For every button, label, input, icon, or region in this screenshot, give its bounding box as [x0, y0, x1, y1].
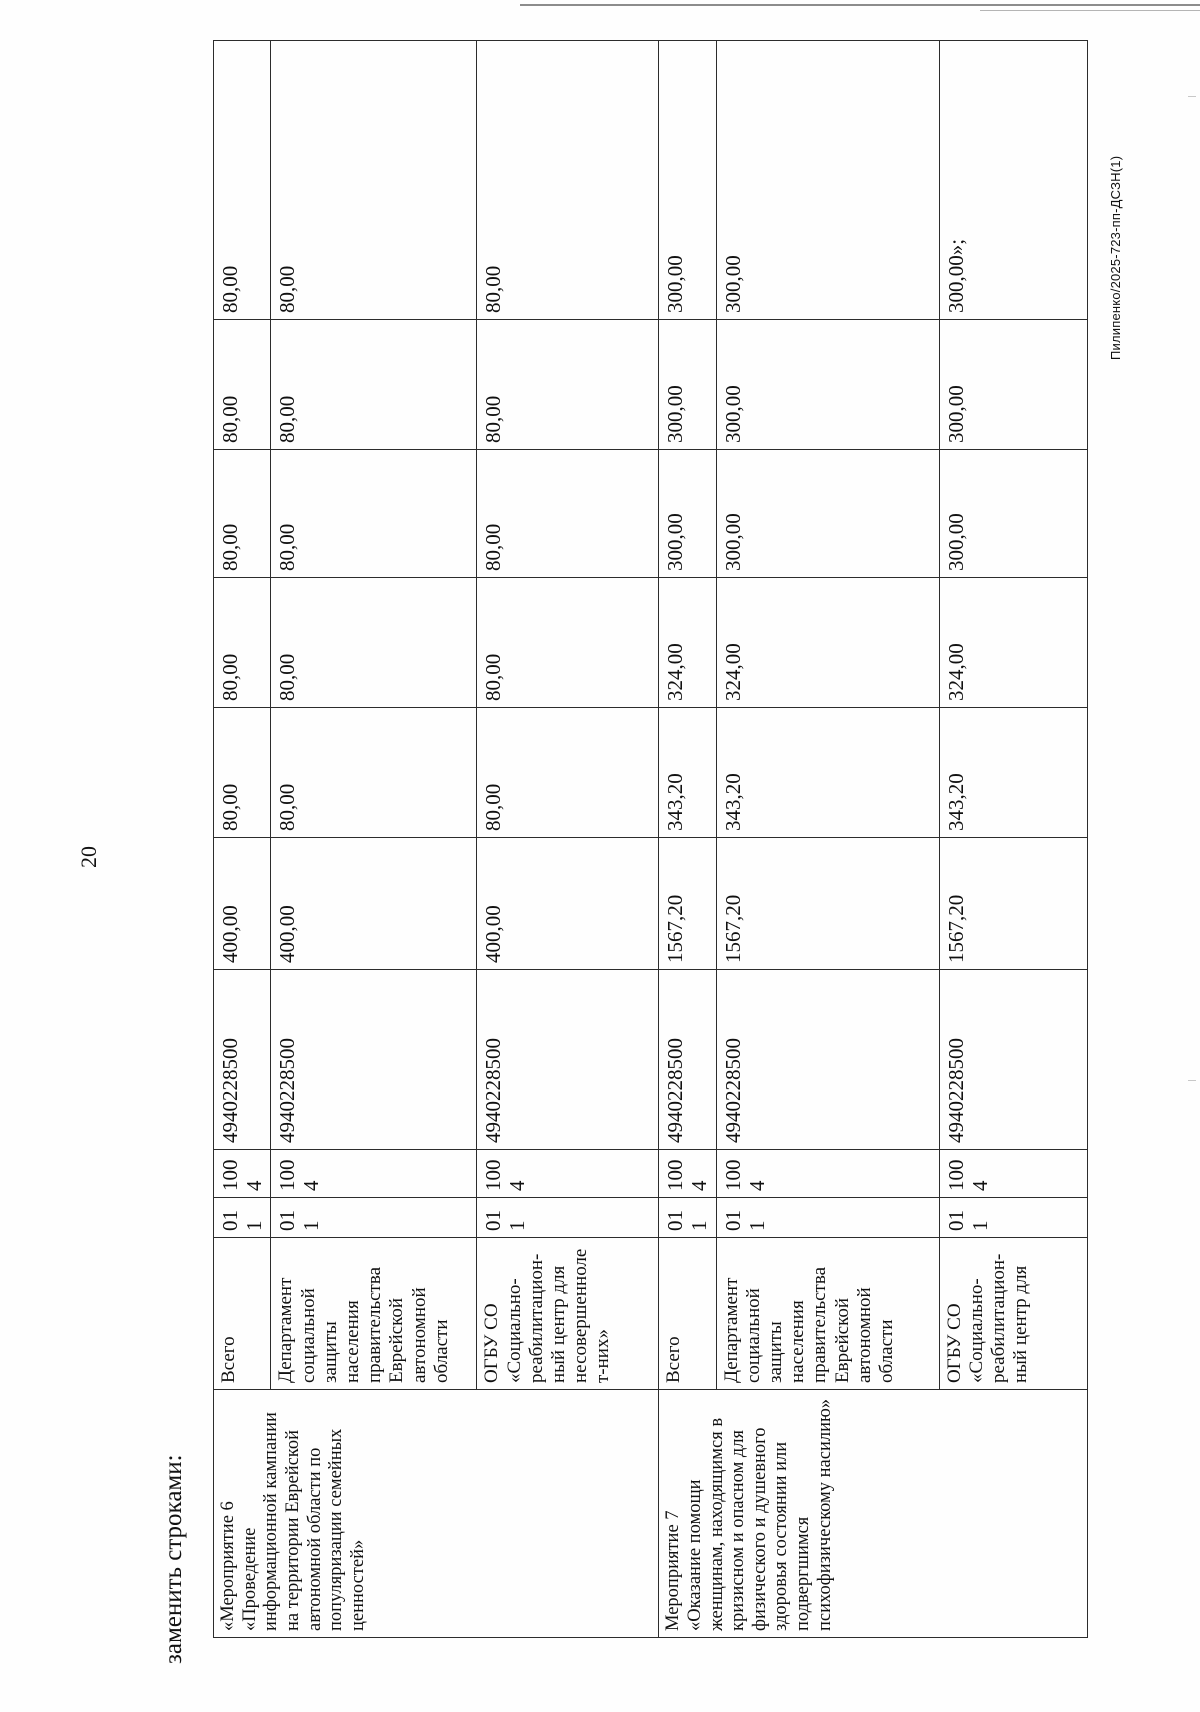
year4-cell: 300,00: [716, 320, 939, 450]
csr-cell: 4940228500: [716, 970, 939, 1150]
grbs-cell: 011: [659, 1198, 716, 1238]
executor-cell: Всего: [659, 1238, 716, 1390]
year2-cell: 80,00: [271, 578, 477, 708]
total-cell: 400,00: [214, 838, 271, 970]
rzpr-cell: 1004: [477, 1150, 659, 1198]
year1-cell: 343,20: [659, 708, 716, 838]
budget-table: [213, 40, 1088, 1638]
activity-description: «Мероприятие 6 «Проведение информационной кампании на территории Еврейской автономной области по популяризации семейных ценностей»: [214, 1390, 659, 1638]
csr-cell: 4940228500: [659, 970, 716, 1150]
total-cell: 400,00: [271, 838, 477, 970]
year2-cell: 324,00: [716, 578, 939, 708]
year5-cell: 300,00: [716, 41, 939, 320]
executor-cell: ОГБУ СО «Социально-реабилитацион-ный центр для несовершеннолет-них»: [477, 1238, 659, 1390]
document-code: Пилипенко/2025-723-пп-ДСЗН(1): [1108, 155, 1123, 360]
year2-cell: 324,00: [939, 578, 1087, 708]
total-cell: 1567,20: [659, 838, 716, 970]
year5-cell: 80,00: [214, 41, 271, 320]
grbs-cell: 011: [214, 1198, 271, 1238]
table-row: [659, 41, 716, 1638]
year3-cell: 300,00: [716, 450, 939, 578]
year5-cell: 300,00»;: [939, 41, 1087, 320]
executor-cell: Департамент социальной защиты населения правительства Еврейской автономной области: [716, 1238, 939, 1390]
grbs-cell: 011: [477, 1198, 659, 1238]
total-cell: 400,00: [477, 838, 659, 970]
csr-cell: 4940228500: [939, 970, 1087, 1150]
year2-cell: 80,00: [214, 578, 271, 708]
year1-cell: 80,00: [214, 708, 271, 838]
csr-cell: 4940228500: [271, 970, 477, 1150]
year3-cell: 300,00: [939, 450, 1087, 578]
year4-cell: 80,00: [271, 320, 477, 450]
executor-cell: Всего: [214, 1238, 271, 1390]
csr-cell: 4940228500: [477, 970, 659, 1150]
year1-cell: 343,20: [939, 708, 1087, 838]
total-cell: 1567,20: [939, 838, 1087, 970]
year5-cell: 80,00: [271, 41, 477, 320]
year1-cell: 80,00: [477, 708, 659, 838]
year4-cell: 300,00: [939, 320, 1087, 450]
year4-cell: 300,00: [659, 320, 716, 450]
rzpr-cell: 1004: [716, 1150, 939, 1198]
year3-cell: 80,00: [477, 450, 659, 578]
rzpr-cell: 1004: [271, 1150, 477, 1198]
grbs-cell: 011: [716, 1198, 939, 1238]
executor-cell: ОГБУ СО «Социально-реабилитацион-ный центр для: [939, 1238, 1087, 1390]
year2-cell: 80,00: [477, 578, 659, 708]
csr-cell: 4940228500: [214, 970, 271, 1150]
rzpr-cell: 1004: [939, 1150, 1087, 1198]
year5-cell: 300,00: [659, 41, 716, 320]
intro-text: заменить строками:: [160, 1454, 187, 1664]
year3-cell: 80,00: [271, 450, 477, 578]
grbs-cell: 011: [939, 1198, 1087, 1238]
page-number: 20: [76, 846, 101, 868]
year4-cell: 80,00: [214, 320, 271, 450]
year1-cell: 80,00: [271, 708, 477, 838]
grbs-cell: 011: [271, 1198, 477, 1238]
year1-cell: 343,20: [716, 708, 939, 838]
year3-cell: 80,00: [214, 450, 271, 578]
executor-cell: Департамент социальной защиты населения правительства Еврейской автономной области: [271, 1238, 477, 1390]
total-cell: 1567,20: [716, 838, 939, 970]
table-row: [214, 41, 271, 1638]
activity-description: Мероприятие 7 «Оказание помощи женщинам, находящимся в кризисном и опасном для физического и душевного здоровья состоянии или подвергшимся психофизическому насилию»: [659, 1390, 1087, 1638]
rzpr-cell: 1004: [214, 1150, 271, 1198]
year3-cell: 300,00: [659, 450, 716, 578]
rzpr-cell: 1004: [659, 1150, 716, 1198]
year2-cell: 324,00: [659, 578, 716, 708]
year5-cell: 80,00: [477, 41, 659, 320]
year4-cell: 80,00: [477, 320, 659, 450]
